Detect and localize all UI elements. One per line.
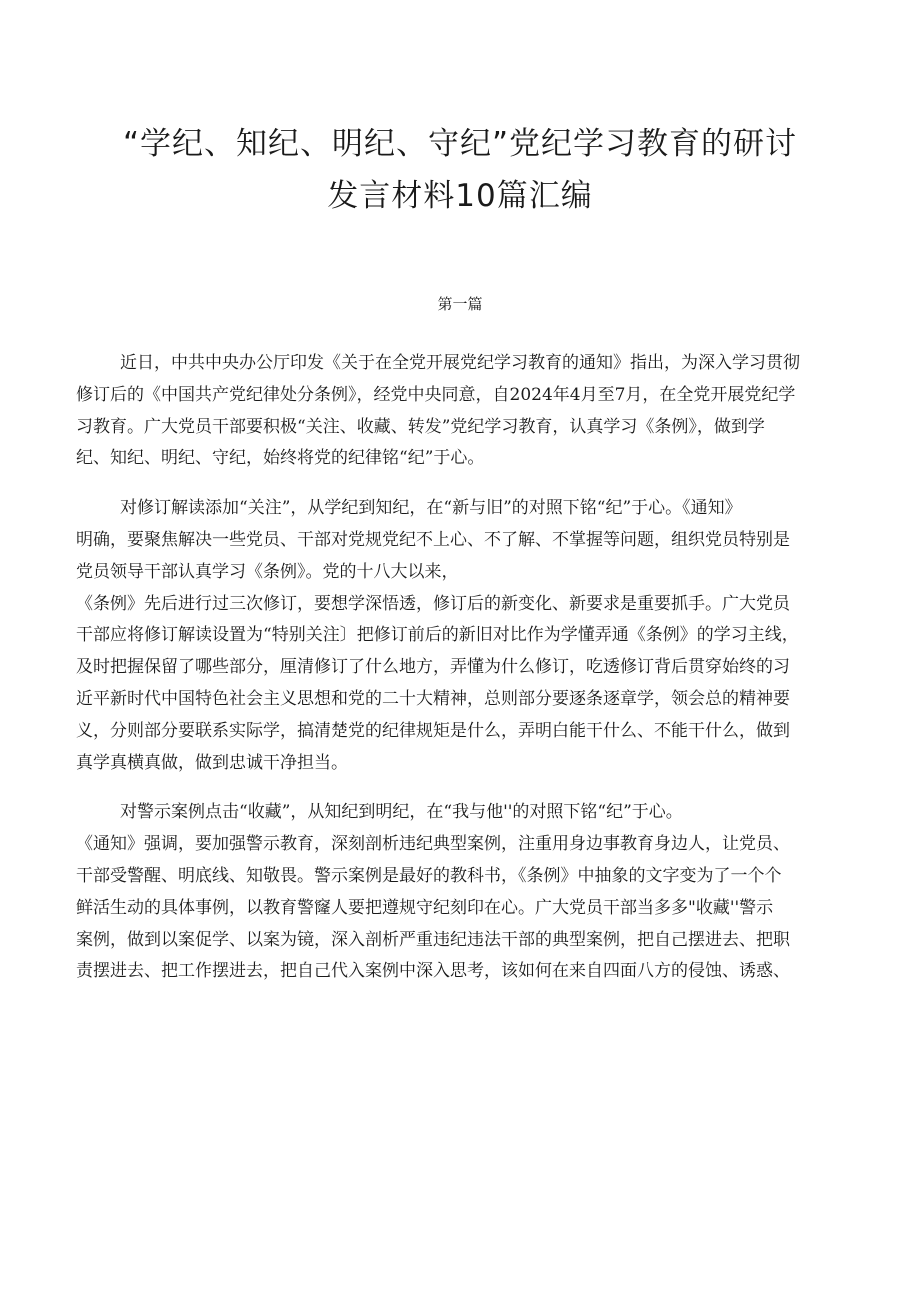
section-heading: 第一篇 [437,295,483,313]
paragraph-line: 真学真横真做，做到忠诚干净担当。 [76,752,348,773]
document-title [60,118,860,222]
paragraph-line: 近日，中共中央办公厅印发《关于在全党开展党纪学习教育的通知》指出，为深入学习贯彻 [120,353,800,373]
paragraph-line: 责摆进去、把工作摆进去，把自己代入案例中深入思考，该如何在来自四面八方的侵蚀、诱惑、 [76,961,790,982]
paragraph-line: 党员领导干部认真学习《条例》。党的十八大以来， [76,561,459,582]
paragraph [76,797,850,988]
paragraph-line: 义，分则部分要联系实际学，搞清楚党的纪律规矩是什么，弄明白能干什么、不能干什么，做到 [76,720,790,741]
paragraph-line: 及时把握保留了哪些部分，厘清修订了什么地方，弄懂为什么修订，吃透修订背后贯穿始终的习 [76,657,790,678]
paragraph-line: 习教育。广大党员干部要积极“关注、收藏、转发”党纪学习教育，认真学习《条例》，做到学 [76,416,765,437]
paragraph-line: 纪、知纪、明纪、守纪，始终将党的纪律铭“纪”于心。 [76,448,485,469]
document-body [76,348,850,1006]
title-line: 发言材料10篇汇编 [327,178,593,214]
paragraph-line: 《条例》先后进行过三次修订，要想学深悟透，修订后的新变化、新要求是重要抓手。广大党员 [76,593,790,614]
paragraph-line: 《通知》强调，要加强警示教育，深刻剖析违纪典型案例，注重用身边事教育身边人，让党员、 [76,834,790,855]
paragraph-line: 干部应将修订解读设置为“特别关注〕把修订前后的新旧对比作为学懂弄通《条例》的学习主线， [76,625,799,646]
paragraph-line: 鲜活生动的具体事例，以教育警窿人要把遵规守纪刻印在心。广大党员干部当多多"收藏''警示 [76,897,774,918]
paragraph-line: 对修订解读添加“关注”，从学纪到知纪，在“新与旧”的对照下铭“纪”于心。《通知》 [120,498,742,519]
paragraph [76,348,850,475]
paragraph-line: 干部受警醒、明底线、知敬畏。警示案例是最好的教科书，《条例》中抽象的文字变为了一个个 [76,865,782,886]
paragraph-line: 明确，要聚焦解决一些党员、干部对党规党纪不上心、不了解、不掌握等问题，组织党员特别是 [76,529,790,550]
title-line: “学纪、知纪、明纪、守纪”党纪学习教育的研讨 [122,126,798,162]
paragraph-line: 近平新时代中国特色社会主义思想和党的二十大精神，总则部分要逐条逐章学，领会总的精神要 [76,688,790,709]
paragraph-line: 修订后的《中国共产党纪律处分条例》，经党中央同意，自2024年4月至7月，在全党开展党纪学 [76,384,796,405]
paragraph-line: 对警示案例点击“收藏”，从知纪到明纪，在“我与他''的对照下铭“纪”于心。 [120,802,683,823]
paragraph-line: 案例，做到以案促学、以案为镜，深入剖析严重违纪违法干部的典型案例，把自己摆进去、把职 [76,929,790,950]
paragraph [76,493,850,779]
